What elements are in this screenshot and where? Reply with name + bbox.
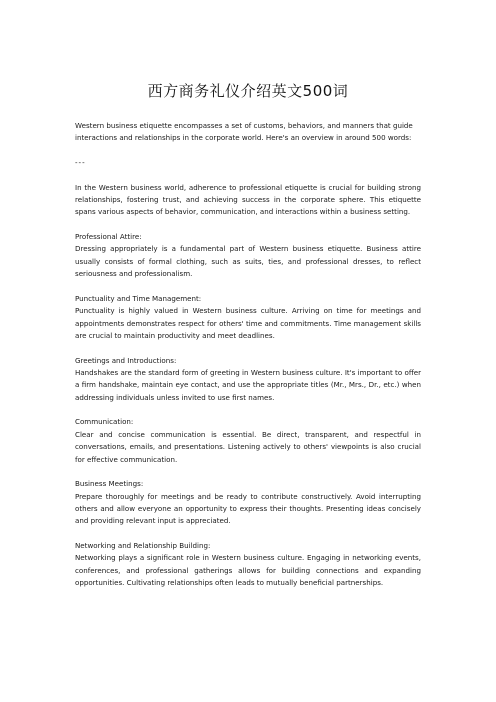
section-heading: Communication:	[75, 417, 134, 427]
opening-paragraph: In the Western business world, adherence to professional etiquette is crucial for building strong relationships, fostering trust, and achieving success in the corporate sphere. This etiquette spans various aspects of behavior, communication, and interactions within a business setting.	[75, 182, 421, 217]
section-networking	[75, 540, 421, 590]
section-heading: Greetings and Introductions:	[75, 355, 177, 365]
section-body: Dressing appropriately is a fundamental part of Western business etiquette. Business attire usually consists of formal clothing, such as suits, ties, and professional dresses, to reflect seriousness and professionalism.	[75, 244, 421, 279]
section-body: Handshakes are the standard form of greeting in Western business culture. It's important to offer a firm handshake, maintain eye contact, and use the appropriate titles (Mr., Mrs., Dr., etc.) when addressing individuals unless invited to use first names.	[75, 368, 421, 402]
section-heading: Networking and Relationship Building:	[75, 541, 211, 551]
section-business-meetings	[75, 478, 421, 528]
section-heading: Professional Attire:	[75, 232, 142, 241]
section-body: Punctuality is highly valued in Western business culture. Arriving on time for meetings and appointments demonstrates respect for others' time and commitments. Time management skills are crucial to maintain productivity and meet deadlines.	[75, 306, 421, 341]
section-professional-attire	[75, 231, 421, 281]
section-greetings	[75, 355, 421, 405]
section-heading: Business Meetings:	[75, 479, 144, 489]
section-body: Prepare thoroughly for meetings and be ready to contribute constructively. Avoid interrupting others and allow everyone an opportunity to express their thoughts. Presenting ideas concisely and providing relevant input is appreciated.	[75, 491, 421, 526]
divider-text: ---	[75, 158, 86, 167]
section-punctuality	[75, 293, 421, 343]
section-body: Networking plays a significant role in Western business culture. Engaging in networking events, conferences, and professional gatherings allows for building connections and expanding opportunities. Cultivating relationships often leads to mutually beneficial partnerships.	[75, 553, 421, 588]
document-title: 西方商务礼仪介绍英文500词	[147, 82, 349, 100]
intro-paragraph: Western business etiquette encompasses a set of customs, behaviors, and manners that guide interactions and relationships in the corporate world. Here's an overview in around 500 words:	[75, 121, 413, 143]
document-body	[75, 120, 421, 602]
section-communication	[75, 416, 421, 466]
section-body: Clear and concise communication is essential. Be direct, transparent, and respectful in conversations, emails, and presentations. Listening actively to others' viewpoints is also crucial for effective communication.	[75, 429, 421, 464]
section-heading: Punctuality and Time Management:	[75, 293, 202, 303]
